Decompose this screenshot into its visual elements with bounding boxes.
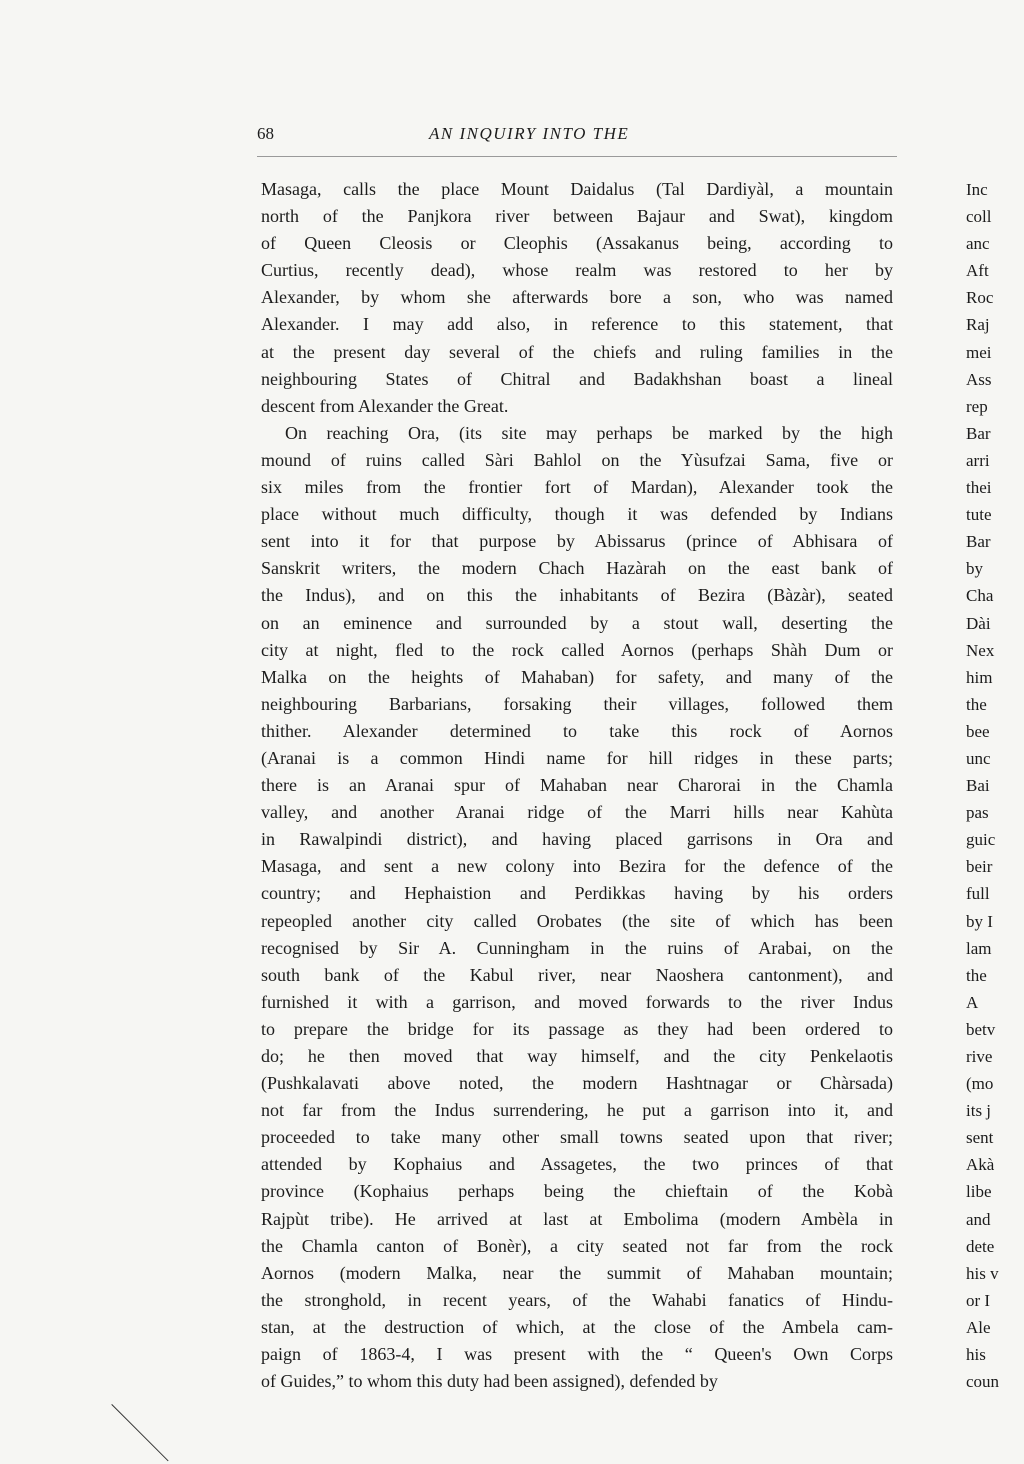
facing-page-fragment: by I bbox=[966, 911, 993, 931]
facing-page-fragment: coun bbox=[966, 1372, 1000, 1392]
text-line: stan, at the destruction of which, at the close of the Ambela cam- bbox=[261, 1316, 893, 1337]
facing-page-fragment: Bar bbox=[966, 423, 991, 443]
text-line: recognised by Sir A. Cunningham in the ruins of Arabai, on the bbox=[261, 937, 893, 958]
text-line: there is an Aranai spur of Mahaban near Charorai in the Chamla bbox=[261, 775, 893, 796]
facing-page-fragment: arri bbox=[966, 450, 990, 470]
facing-page-fragment: rep bbox=[966, 396, 988, 416]
text-line: On reaching Ora, (its site may perhaps be marked by the high bbox=[285, 422, 893, 443]
facing-page-fragment: and bbox=[966, 1209, 991, 1229]
text-line: neighbouring Barbarians, forsaking their villages, followed them bbox=[261, 693, 893, 714]
facing-page-fragment: Aft bbox=[966, 261, 989, 281]
facing-page-fragment: anc bbox=[966, 234, 990, 254]
facing-page-fragment: tute bbox=[966, 505, 992, 525]
facing-page-fragment: his bbox=[966, 1345, 986, 1365]
facing-page-fragment: Nex bbox=[966, 640, 995, 660]
text-line: attended by Kophaius and Assagetes, the two princes of that bbox=[261, 1154, 893, 1175]
text-line: in Rawalpindi district), and having placed garrisons in Ora and bbox=[261, 829, 893, 850]
text-line: south bank of the Kabul river, near Naoshera cantonment), and bbox=[261, 964, 893, 985]
text-line: to prepare the bridge for its passage as they had been ordered to bbox=[261, 1018, 893, 1039]
text-line: proceeded to take many other small towns seated upon that river; bbox=[261, 1127, 893, 1148]
text-line: country; and Hephaistion and Perdikkas having by his orders bbox=[261, 883, 893, 904]
text-line: repeopled another city called Orobates (the site of which has been bbox=[261, 910, 893, 931]
running-head: AN INQUIRY INTO THE bbox=[429, 124, 630, 143]
facing-page-fragment: Roc bbox=[966, 288, 994, 308]
facing-page-fragment: coll bbox=[966, 207, 992, 227]
text-line: (Aranai is a common Hindi name for hill ridges in these parts; bbox=[261, 747, 893, 768]
text-line: Alexander, by whom she afterwards bore a son, who was named bbox=[261, 287, 893, 308]
text-line: Rajpùt tribe). He arrived at last at Embolima (modern Ambèla in bbox=[261, 1208, 893, 1229]
text-line: (Pushkalavati above noted, the modern Hashtnagar or Chàrsada) bbox=[261, 1073, 893, 1094]
facing-page-fragment: Dài bbox=[966, 613, 991, 633]
text-line: Sanskrit writers, the modern Chach Hazàrah on the east bank of bbox=[261, 558, 893, 579]
text-line: on an eminence and surrounded by a stout wall, deserting the bbox=[261, 612, 893, 633]
facing-page-fragment: A bbox=[966, 992, 979, 1012]
text-line: six miles from the frontier fort of Mardan), Alexander took the bbox=[261, 477, 893, 498]
facing-page-fragment: the bbox=[966, 694, 987, 714]
facing-page-fragment: him bbox=[966, 667, 993, 687]
facing-page-fragment: Ass bbox=[966, 369, 992, 389]
text-line: the stronghold, in recent years, of the Wahabi fanatics of Hindu- bbox=[261, 1289, 893, 1310]
facing-page-fragment: his v bbox=[966, 1263, 999, 1283]
text-line: Masaga, and sent a new colony into Bezira for the defence of the bbox=[261, 856, 893, 877]
text-line: Aornos (modern Malka, near the summit of Mahaban mountain; bbox=[261, 1262, 893, 1283]
text-line: furnished it with a garrison, and moved forwards to the river Indus bbox=[261, 991, 893, 1012]
text-line: thither. Alexander determined to take this rock of Aornos bbox=[261, 720, 893, 741]
text-line: not far from the Indus surrendering, he put a garrison into it, and bbox=[261, 1100, 893, 1121]
facing-page-fragment: rive bbox=[966, 1047, 993, 1066]
facing-page-fragment: Cha bbox=[966, 586, 994, 606]
facing-page-fragment: thei bbox=[966, 478, 992, 498]
text-line: place without much difficulty, though it was defended by Indians bbox=[261, 504, 893, 525]
text-line: descent from Alexander the Great. bbox=[261, 395, 509, 416]
text-line: paign of 1863-4, I was present with the “ Queen's Own Corps bbox=[261, 1344, 893, 1365]
facing-page-fragment: Akà bbox=[966, 1155, 995, 1175]
text-line: Curtius, recently dead), whose realm was restored to her by bbox=[261, 260, 893, 281]
facing-page-fragment: its j bbox=[966, 1101, 992, 1121]
text-line: at the present day several of the chiefs and ruling families in the bbox=[261, 341, 893, 362]
facing-page-fragment: full bbox=[966, 884, 990, 904]
facing-page-fragment: or I bbox=[966, 1290, 991, 1310]
facing-page-fragment: betv bbox=[966, 1019, 996, 1039]
facing-page-fragment: Bai bbox=[966, 776, 990, 796]
text-line: Masaga, calls the place Mount Daidalus (Tal Dardiyàl, a mountain bbox=[261, 179, 893, 199]
scan-artifact-line bbox=[111, 1404, 168, 1461]
facing-page-fragment: guic bbox=[966, 830, 996, 850]
facing-page-fragment: libe bbox=[966, 1182, 992, 1202]
text-line: Malka on the heights of Mahaban) for safety, and many of the bbox=[261, 666, 893, 687]
facing-page-fragment: beir bbox=[966, 857, 993, 877]
text-line: neighbouring States of Chitral and Badakhshan boast a lineal bbox=[261, 368, 893, 389]
facing-page-edge bbox=[966, 176, 1024, 1395]
facing-page-fragment: pas bbox=[966, 803, 989, 823]
facing-page-fragment: by bbox=[966, 559, 983, 579]
facing-page-fragment: Bar bbox=[966, 532, 991, 552]
facing-page-fragment: sent bbox=[966, 1128, 994, 1148]
body-text bbox=[261, 176, 893, 1395]
page-number: 68 bbox=[257, 124, 274, 143]
text-line: province (Kophaius perhaps being the chieftain of the Kobà bbox=[261, 1181, 893, 1202]
text-line: Alexander. I may add also, in reference to this statement, that bbox=[261, 314, 893, 335]
facing-page-fragment: Raj bbox=[966, 315, 990, 335]
text-line: valley, and another Aranai ridge of the Marri hills near Kahùta bbox=[261, 802, 893, 823]
text-line: the Chamla canton of Bonèr), a city seated not far from the rock bbox=[261, 1235, 893, 1256]
text-line: do; he then moved that way himself, and the city Penkelaotis bbox=[261, 1046, 893, 1066]
text-line: of Guides,” to whom this duty had been assigned), defended by bbox=[261, 1371, 718, 1392]
text-line: of Queen Cleosis or Cleophis (Assakanus being, according to bbox=[261, 233, 893, 254]
facing-page-fragment: unc bbox=[966, 748, 991, 768]
header-rule bbox=[257, 156, 897, 157]
facing-page-fragment: (mo bbox=[966, 1074, 994, 1094]
facing-page-fragment: Inc bbox=[966, 180, 988, 199]
text-line: the Indus), and on this the inhabitants of Bezira (Bàzàr), seated bbox=[261, 585, 893, 606]
facing-page-fragment: mei bbox=[966, 342, 992, 362]
text-line: mound of ruins called Sàri Bahlol on the Yùsufzai Sama, five or bbox=[261, 449, 893, 470]
text-line: sent into it for that purpose by Abissarus (prince of Abhisara of bbox=[261, 531, 893, 552]
text-line: city at night, fled to the rock called Aornos (perhaps Shàh Dum or bbox=[261, 639, 893, 660]
facing-page-fragment: the bbox=[966, 965, 987, 985]
text-line: north of the Panjkora river between Bajaur and Swat), kingdom bbox=[261, 206, 893, 227]
facing-page-fragment: bee bbox=[966, 721, 990, 741]
page-header bbox=[257, 124, 897, 150]
facing-page-fragment: dete bbox=[966, 1236, 995, 1256]
facing-page-fragment: Ale bbox=[966, 1317, 991, 1337]
facing-page-fragment: lam bbox=[966, 938, 992, 958]
